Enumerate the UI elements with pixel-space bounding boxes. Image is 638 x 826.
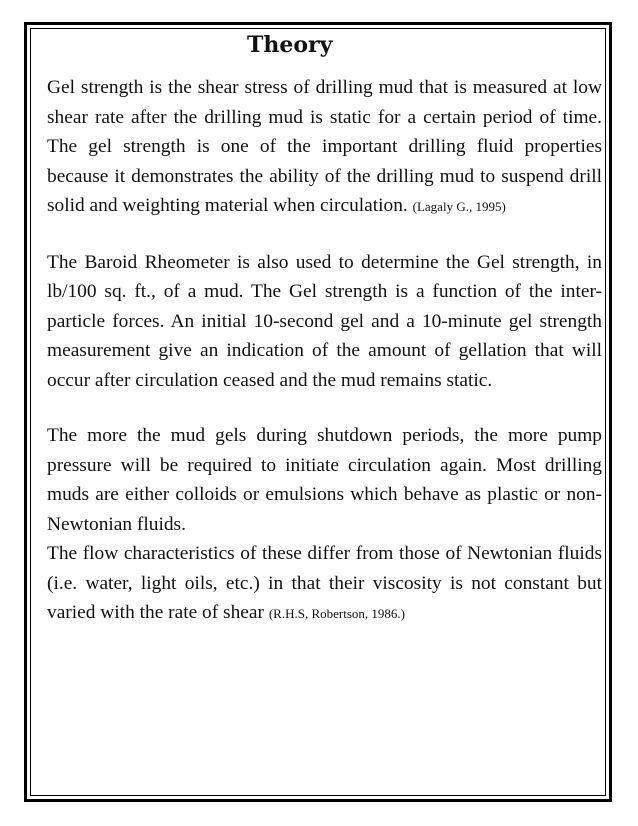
page-title: Theory xyxy=(247,32,333,58)
paragraph-text: The flow characteristics of these differ from those of Newtonian fluids (i.e. water, light oils, etc.) in that their viscosity is not constant but varied with the rate of shear xyxy=(47,543,602,623)
paragraph-text: The more the mud gels during shutdown periods, the more pump pressure will be required to initiate circulation again. Most drilling muds are either colloids or emulsions which behave as plastic or non-Newtonian fluids. xyxy=(47,425,602,535)
paragraph-baroid-rheometer xyxy=(47,248,602,396)
paragraph-flow-characteristics xyxy=(47,539,602,629)
paragraph-spacer xyxy=(47,395,602,421)
paragraph-text: Gel strength is the shear stress of drilling mud that is measured at low shear rate after the drilling mud is static for a certain period of time. The gel strength is one of the important drilling fluid properties because it demonstrates the ability of the drilling mud to suspend drill solid and weighting material when circulation. xyxy=(47,77,602,216)
paragraph-text: The Baroid Rheometer is also used to determine the Gel strength, in lb/100 sq. ft., of a mud. The Gel strength is a function of the inter-particle forces. An initial 10-second gel and a 10-minute gel strength measurement give an indication of the amount of gellation that will occur after circulation ceased and the mud remains static. xyxy=(47,251,602,391)
paragraph-mud-gels xyxy=(47,421,602,539)
document-body xyxy=(47,30,602,629)
citation: (R.H.S, Robertson, 1986.) xyxy=(268,606,405,621)
paragraph-gel-strength xyxy=(47,73,602,222)
citation: (Lagaly G., 1995) xyxy=(412,199,506,214)
paragraph-spacer xyxy=(47,222,602,248)
